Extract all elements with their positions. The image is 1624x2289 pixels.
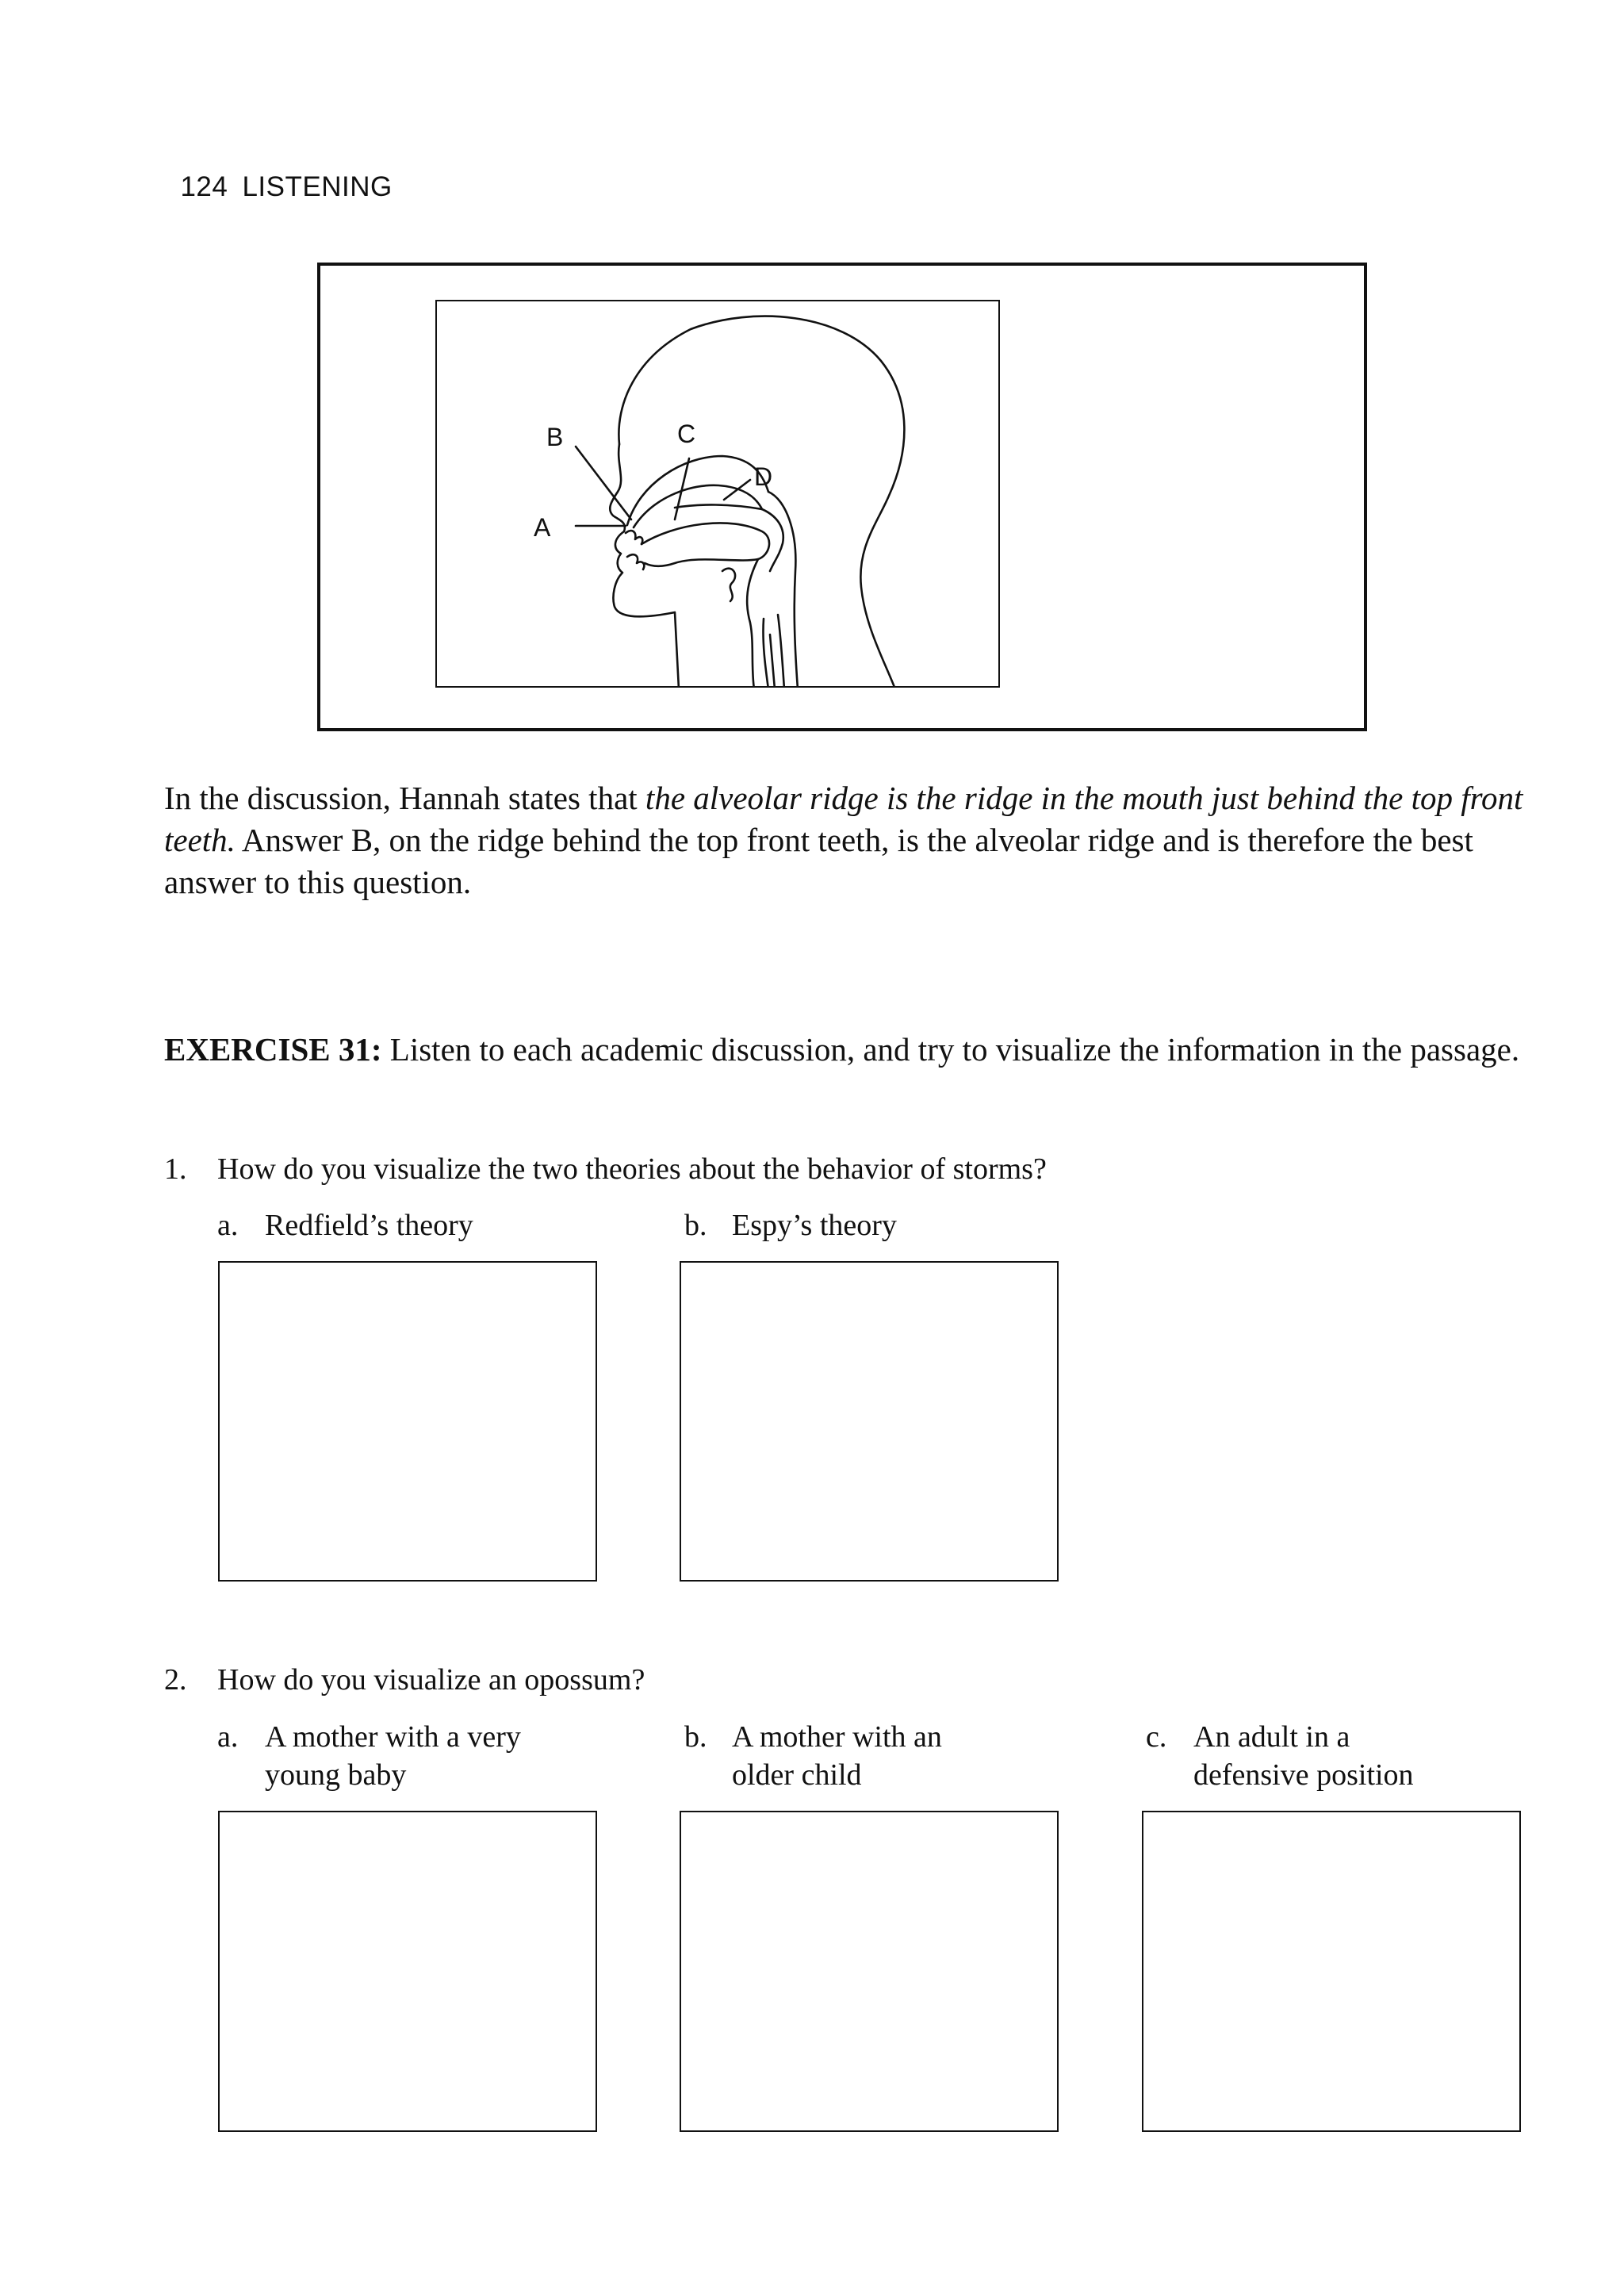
palate	[627, 456, 768, 525]
head-cross-section-drawing	[437, 301, 1000, 688]
label-d: D	[754, 462, 773, 491]
option-text-line2: young baby	[265, 1758, 407, 1792]
answer-box-1a[interactable]	[218, 1261, 597, 1582]
option-2a	[217, 1718, 521, 1794]
epiglottis	[722, 569, 735, 601]
option-letter: a.	[217, 1209, 239, 1242]
option-text-line2: defensive position	[1193, 1758, 1414, 1792]
lips-chin	[613, 531, 679, 688]
option-letter: b.	[684, 1209, 707, 1242]
question-text: How do you visualize the two theories about the behavior of storms?	[217, 1152, 1047, 1186]
paragraph-text-2: Answer B, on the ridge behind the top front teeth, is the alveolar ridge and is therefore the best answer to this question.	[164, 822, 1473, 900]
label-c: C	[677, 420, 696, 448]
exercise-instruction	[164, 1029, 1528, 1071]
tongue	[642, 523, 769, 566]
pointer-b	[576, 447, 631, 520]
question-number: 2.	[164, 1663, 187, 1697]
answer-box-2b[interactable]	[680, 1811, 1059, 2132]
velum	[762, 509, 783, 571]
explanation-paragraph	[164, 777, 1528, 903]
paragraph-text-1: In the discussion, Hannah states that	[164, 780, 645, 816]
exercise-label: EXERCISE 31:	[164, 1031, 382, 1068]
head-outline	[619, 316, 904, 688]
paragraph-italic-quote: the alveolar ridge is the ridge in the mouth just behind the top front teeth.	[164, 780, 1523, 858]
section-title: LISTENING	[242, 171, 393, 202]
option-text: Redfield’s theory	[265, 1209, 473, 1242]
upper-teeth	[626, 531, 642, 544]
option-text-line1: A mother with an	[732, 1720, 942, 1754]
figure-frame	[317, 263, 1367, 731]
option-text-line1: An adult in a	[1193, 1720, 1350, 1754]
nasal-cavity	[675, 504, 762, 509]
question-number: 1.	[164, 1152, 187, 1186]
question-text: How do you visualize an opossum?	[217, 1663, 645, 1697]
option-letter: b.	[684, 1720, 707, 1754]
option-letter: c.	[1146, 1720, 1167, 1754]
lower-teeth	[627, 554, 644, 569]
face-profile	[610, 444, 625, 531]
vocal-tract-diagram	[435, 300, 1000, 688]
answer-box-2a[interactable]	[218, 1811, 597, 2132]
option-1b	[684, 1206, 897, 1244]
option-2c	[1146, 1718, 1414, 1794]
exercise-text: Listen to each academic discussion, and try to visualize the information in the passage.	[381, 1031, 1520, 1068]
option-1a	[217, 1206, 473, 1244]
option-letter: a.	[217, 1720, 239, 1754]
pharynx-front	[747, 559, 758, 688]
page-number: 124	[180, 171, 228, 202]
option-text-line2: older child	[732, 1758, 862, 1792]
pointer-d	[724, 480, 750, 500]
trachea	[763, 615, 784, 688]
answer-box-2c[interactable]	[1142, 1811, 1521, 2132]
option-2b	[684, 1718, 942, 1794]
option-text-line1: A mother with a very	[265, 1720, 521, 1754]
answer-box-1b[interactable]	[680, 1261, 1059, 1582]
label-b: B	[546, 423, 564, 451]
page-header	[164, 140, 393, 203]
option-text: Espy’s theory	[732, 1209, 897, 1242]
label-a: A	[534, 513, 551, 542]
